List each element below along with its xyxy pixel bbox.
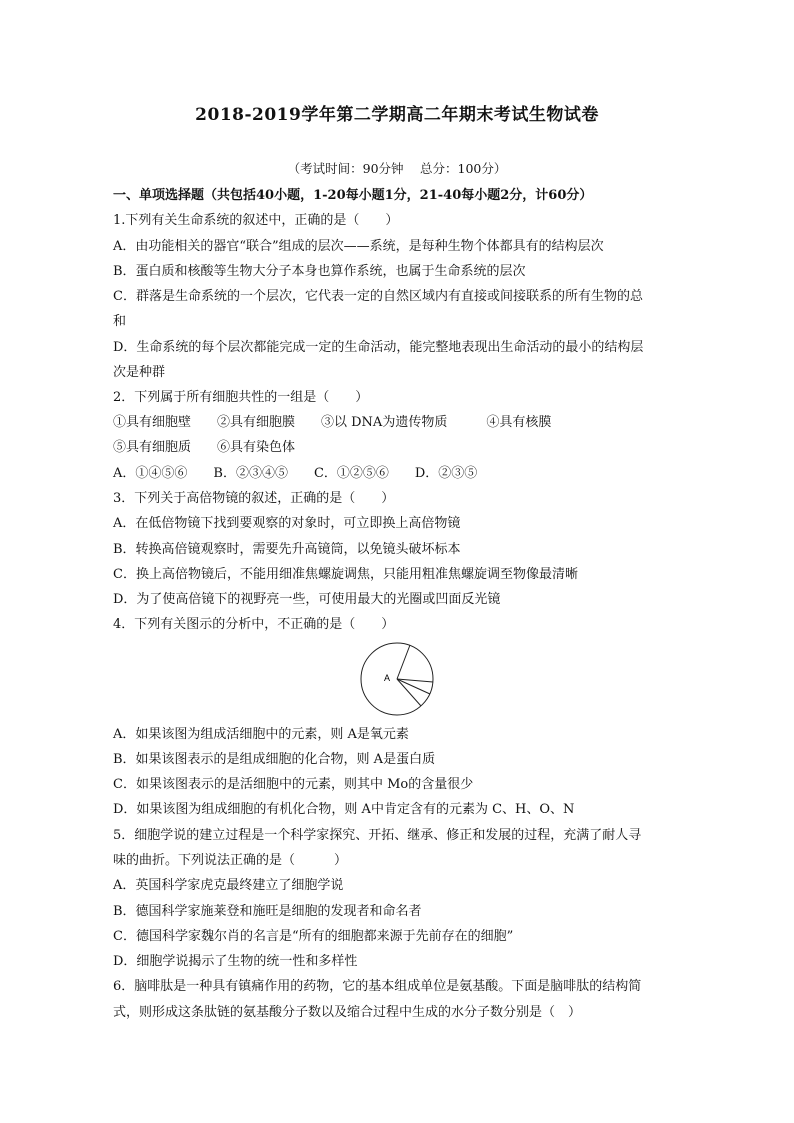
q5-stem: 5．细胞学说的建立过程是一个科学家探究、开拓、继承、修正和发展的过程，充满了耐人寻: [113, 828, 642, 843]
q5-option-b: B．德国科学家施莱登和施旺是细胞的发现者和命名者: [113, 904, 422, 919]
q1-option-b: B．蛋白质和核酸等生物大分子本身也算作系统，也属于生命系统的层次: [113, 264, 526, 279]
q2-items-1: ①具有细胞壁 ②具有细胞膜 ③以 DNA为遗传物质 ④具有核膜: [113, 415, 552, 430]
q1-option-c-cont: 和: [113, 314, 127, 329]
q2-options: A．①④⑤⑥ B．②③④⑤ C．①②⑤⑥ D．②③⑤: [113, 466, 478, 481]
q5-option-c: C．德国科学家魏尔肖的名言是“所有的细胞都来源于先前存在的细胞”: [113, 929, 514, 944]
q4-option-c: C．如果该图表示的是活细胞中的元素，则其中 Mo的含量很少: [113, 777, 474, 792]
q1-option-d: D．生命系统的每个层次都能完成一定的生命活动，能完整地表现出生命活动的最小的结构层: [113, 340, 644, 355]
q1-option-c: C．群落是生命系统的一个层次，它代表一定的自然区域内有直接或间接联系的所有生物的总: [113, 289, 643, 304]
q3-option-d: D．为了使高倍镜下的视野亮一些，可使用最大的光圈或凹面反光镜: [113, 592, 501, 607]
q3-option-a: A．在低倍物镜下找到要观察的对象时，可立即换上高倍物镜: [113, 516, 461, 531]
q3-option-c: C．换上高倍物镜后，不能用细准焦螺旋调焦，只能用粗准焦螺旋调至物像最清晰: [113, 567, 578, 582]
q3-option-b: B．转换高倍镜观察时，需要先升高镜筒，以免镜头破坏标本: [113, 542, 461, 557]
q4-option-b: B．如果该图表示的是组成细胞的化合物，则 A是蛋白质: [113, 752, 436, 767]
q6-stem: 6．脑啡肽是一种具有镇痛作用的药物，它的基本组成单位是氨基酸。下面是脑啡肽的结构简: [113, 979, 642, 994]
q4-option-a: A．如果该图为组成活细胞中的元素，则 A是氧元素: [113, 727, 409, 742]
q1-option-d-cont: 次是种群: [113, 365, 166, 380]
pie-divider-line: [397, 645, 410, 679]
q4-stem: 4．下列有关图示的分析中，不正确的是（ ）: [113, 617, 395, 632]
page-title: 2018-2019学年第二学期高二年期末考试生物试卷: [195, 105, 599, 125]
pie-diagram: [358, 640, 436, 718]
q6-stem-cont: 式，则形成这条肽链的氨基酸分子数以及缩合过程中生成的水分子数分别是（ ）: [113, 1005, 582, 1020]
q1-stem: 1.下列有关生命系统的叙述中，正确的是（ ）: [113, 213, 399, 228]
pie-label-a: A: [384, 673, 391, 683]
q5-option-a: A．英国科学家虎克最终建立了细胞学说: [113, 878, 344, 893]
q5-stem-cont: 味的曲折。下列说法正确的是（ ）: [113, 853, 348, 868]
q3-stem: 3．下列关于高倍物镜的叙述，正确的是（ ）: [113, 491, 395, 506]
exam-info: （考试时间：90分钟 总分：100分）: [287, 161, 507, 176]
q5-option-d: D．细胞学说揭示了生物的统一性和多样性: [113, 954, 358, 969]
q4-option-d: D．如果该图为组成细胞的有机化合物，则 A中肯定含有的元素为 C、H、O、N: [113, 802, 575, 817]
pie-divider-line: [397, 679, 421, 706]
section-heading: 一、单项选择题（共包括40小题，1-20每小题1分，21-40每小题2分，计60分）: [113, 188, 593, 203]
q2-items-2: ⑤具有细胞质 ⑥具有染色体: [113, 440, 296, 455]
q2-stem: 2．下列属于所有细胞共性的一组是（ ）: [113, 390, 369, 405]
q1-option-a: A．由功能相关的器官“联合”组成的层次——系统，是每种生物个体都具有的结构层次: [113, 239, 604, 254]
